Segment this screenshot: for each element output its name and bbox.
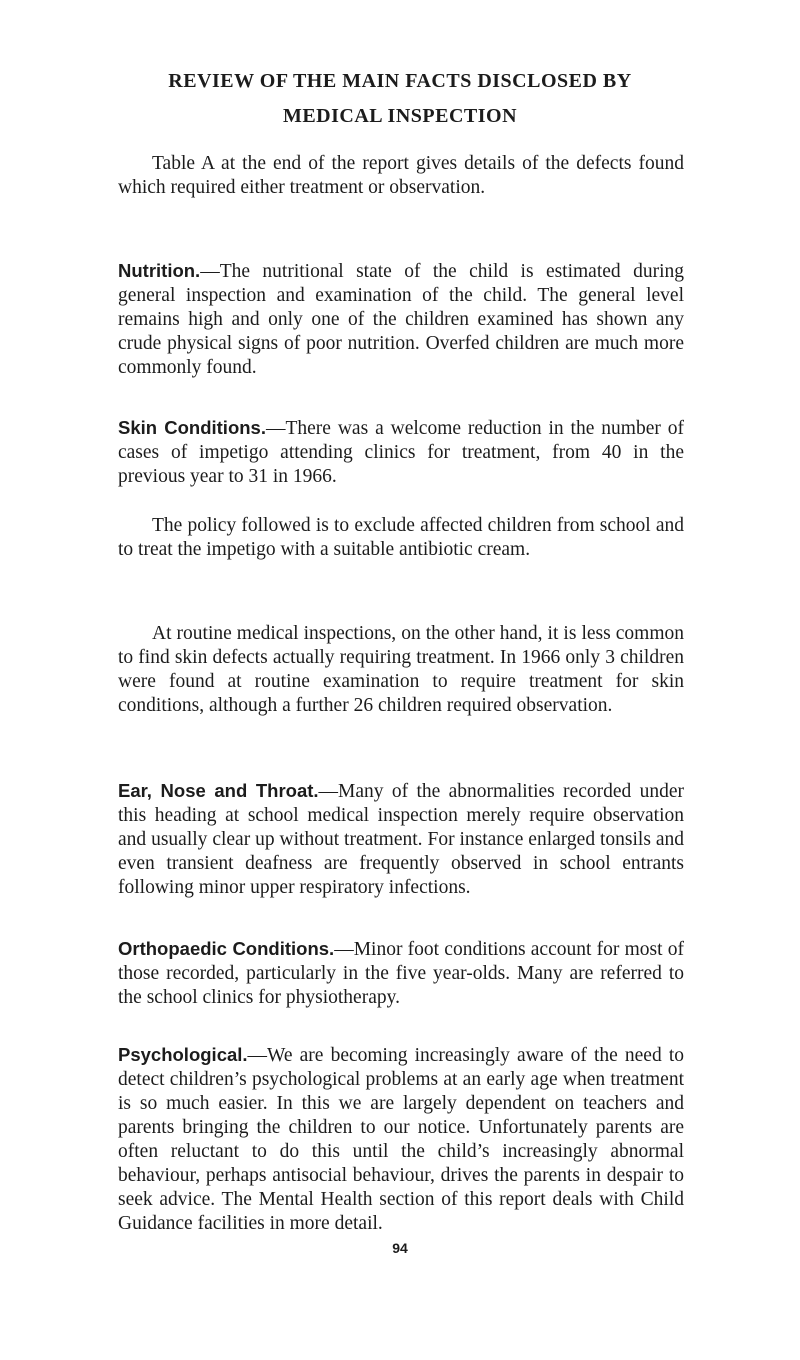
psychological-text: —We are becoming increasingly aware of the need to detect children’s psychological problems at an early age when treatment is so much easier. In this we are largely dependent on teachers and parents bringing the children to our notice. Unfortunately parents are often reluctant to do this until the child’s increasingly abnormal behaviour, perhaps antisocial behaviour, drives the parents in despair to seek advice. The Mental Health section of this report deals with Child Guidance facilities in more detail. — [118, 1045, 684, 1234]
skin-inspection-text: At routine medical inspections, on the other hand, it is less common to find skin defects actually requiring treatment. In 1966 only 3 children were found at routine examination to require treatment for skin conditions, although a further 26 children required observation. — [118, 623, 684, 716]
intro-paragraph — [118, 152, 684, 200]
orthopaedic-heading: Orthopaedic Conditions. — [118, 938, 335, 959]
skin-conditions-heading: Skin Conditions. — [118, 417, 266, 438]
psychological-heading: Psychological. — [118, 1044, 248, 1065]
nutrition-heading: Nutrition. — [118, 260, 201, 281]
skin-inspection-paragraph — [118, 622, 684, 718]
nutrition-paragraph — [118, 259, 684, 380]
orthopaedic-text: —Minor foot conditions account for most of those recorded, particularly in the five year-olds. Many are referred to the school clinics for physiotherapy. — [118, 939, 684, 1008]
page-title-line-1: REVIEW OF THE MAIN FACTS DISCLOSED BY — [168, 70, 632, 92]
orthopaedic-paragraph — [118, 937, 684, 1010]
skin-conditions-text: —There was a welcome reduction in the number of cases of impetigo attending clinics for treatment, from 40 in the previous year to 31 in 1966. — [118, 418, 684, 487]
page-number: 94 — [392, 1240, 408, 1256]
intro-text: Table A at the end of the report gives details of the defects found which required either treatment or observation. — [118, 153, 684, 198]
ent-text: —Many of the abnormalities recorded under this heading at school medical inspection merely require observation and usually clear up without treatment. For instance enlarged tonsils and even transient deafness are frequently observed in school entrants following minor upper respiratory infections. — [118, 781, 684, 898]
psychological-paragraph — [118, 1043, 684, 1236]
skin-policy-paragraph — [118, 514, 684, 562]
skin-conditions-paragraph — [118, 416, 684, 489]
skin-policy-text: The policy followed is to exclude affected children from school and to treat the impetigo with a suitable antibiotic cream. — [118, 515, 684, 560]
ent-heading: Ear, Nose and Throat. — [118, 780, 319, 801]
page-title-line-2: MEDICAL INSPECTION — [282, 105, 518, 127]
nutrition-text: —The nutritional state of the child is estimated during general inspection and examination of the child. The general level remains high and only one of the children examined has shown any crude physical signs of poor nutrition. Overfed children are much more commonly found. — [118, 261, 684, 378]
ent-paragraph — [118, 779, 684, 900]
